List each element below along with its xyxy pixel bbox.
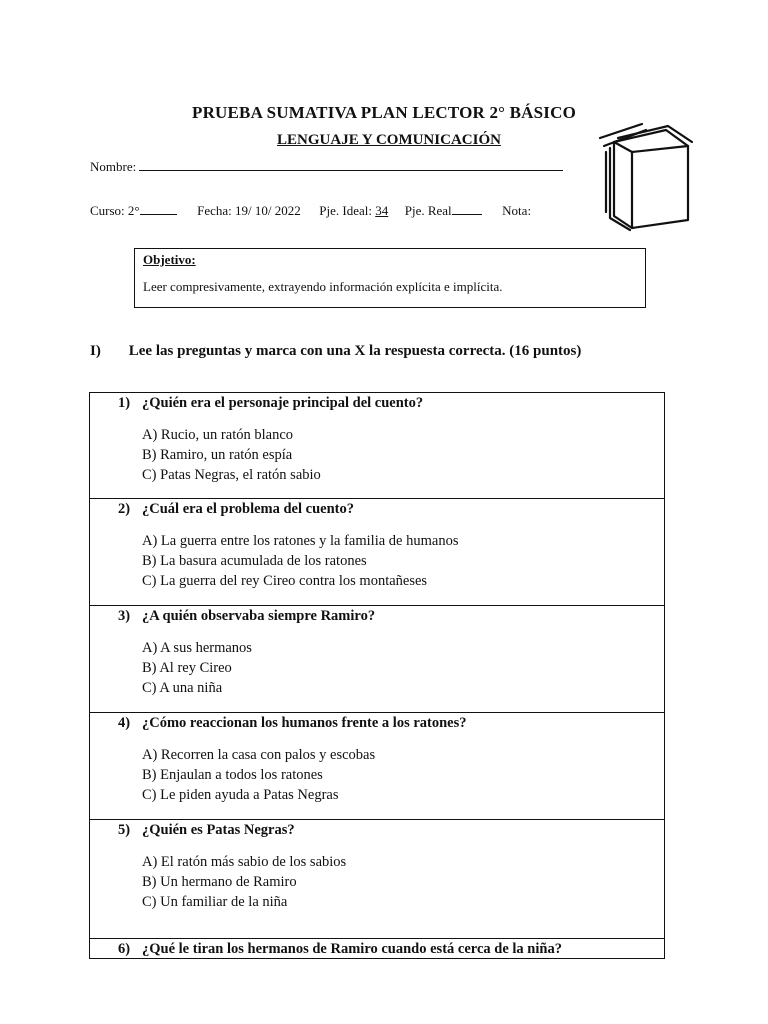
answer-option[interactable]: C) La guerra del rey Cireo contra los montañeses <box>142 573 428 589</box>
section-instruction: Lee las preguntas y marca con una X la respuesta correcta. (16 puntos) <box>128 343 582 359</box>
objective-text: Leer compresivamente, extrayendo información explícita e implícita. <box>143 279 503 294</box>
question-text: 2) ¿Cuál era el problema del cuento? <box>118 501 354 517</box>
question-text: 5) ¿Quién es Patas Negras? <box>118 822 295 838</box>
name-line[interactable] <box>139 158 563 171</box>
section-heading <box>90 343 581 360</box>
objective-box <box>134 248 646 308</box>
section-number: I) <box>90 343 101 359</box>
grade-label: Nota: <box>502 203 532 218</box>
answer-option[interactable]: A) Recorren la casa con palos y escobas <box>142 747 376 763</box>
question-cell <box>90 939 665 959</box>
answer-option[interactable]: A) A sus hermanos <box>142 640 252 656</box>
answer-option[interactable]: C) Le piden ayuda a Patas Negras <box>142 787 339 803</box>
question-text: 3) ¿A quién observaba siempre Ramiro? <box>118 608 376 624</box>
name-field-row <box>90 158 563 175</box>
answer-option[interactable]: A) Rucio, un ratón blanco <box>142 427 294 443</box>
answer-option[interactable]: C) A una niña <box>142 680 223 696</box>
answer-option[interactable]: B) La basura acumulada de los ratones <box>142 553 367 569</box>
page-title: PRUEBA SUMATIVA PLAN LECTOR 2° BÁSICO <box>191 103 577 122</box>
objective-title: Objetivo: <box>143 252 196 267</box>
answer-option[interactable]: A) La guerra entre los ratones y la familia de humanos <box>142 533 459 549</box>
answer-option[interactable]: C) Un familiar de la niña <box>142 894 288 910</box>
course-label: Curso: 2° <box>90 203 140 218</box>
question-text: 6) ¿Qué le tiran los hermanos de Ramiro cuando está cerca de la niña? <box>118 941 562 957</box>
questions-table <box>89 392 665 959</box>
question-cell <box>90 820 665 939</box>
question-cell <box>90 713 665 820</box>
real-score-label: Pje. Real <box>404 203 452 218</box>
real-score-line[interactable] <box>452 202 482 215</box>
course-line[interactable] <box>140 202 177 215</box>
book-icon <box>596 120 700 232</box>
date-text: Fecha: 19/ 10/ 2022 <box>197 203 301 218</box>
answer-option[interactable]: B) Al rey Cireo <box>142 660 232 676</box>
answer-option[interactable]: B) Un hermano de Ramiro <box>142 874 297 890</box>
answer-option[interactable]: C) Patas Negras, el ratón sabio <box>142 467 321 483</box>
ideal-score-value: 34 <box>375 203 389 218</box>
question-cell <box>90 499 665 606</box>
answer-option[interactable]: B) Enjaulan a todos los ratones <box>142 767 323 783</box>
ideal-score-label: Pje. Ideal: <box>319 203 372 218</box>
answer-option[interactable]: B) Ramiro, un ratón espía <box>142 447 293 463</box>
name-label: Nombre: <box>90 159 137 174</box>
course-field-row <box>90 202 531 219</box>
question-text: 1) ¿Quién era el personaje principal del cuento? <box>118 395 424 411</box>
question-cell <box>90 393 665 499</box>
question-text: 4) ¿Cómo reaccionan los humanos frente a los ratones? <box>118 715 467 731</box>
answer-option[interactable]: A) El ratón más sabio de los sabios <box>142 854 347 870</box>
page-subtitle: LENGUAJE Y COMUNICACIÓN <box>277 132 501 148</box>
question-cell <box>90 606 665 713</box>
